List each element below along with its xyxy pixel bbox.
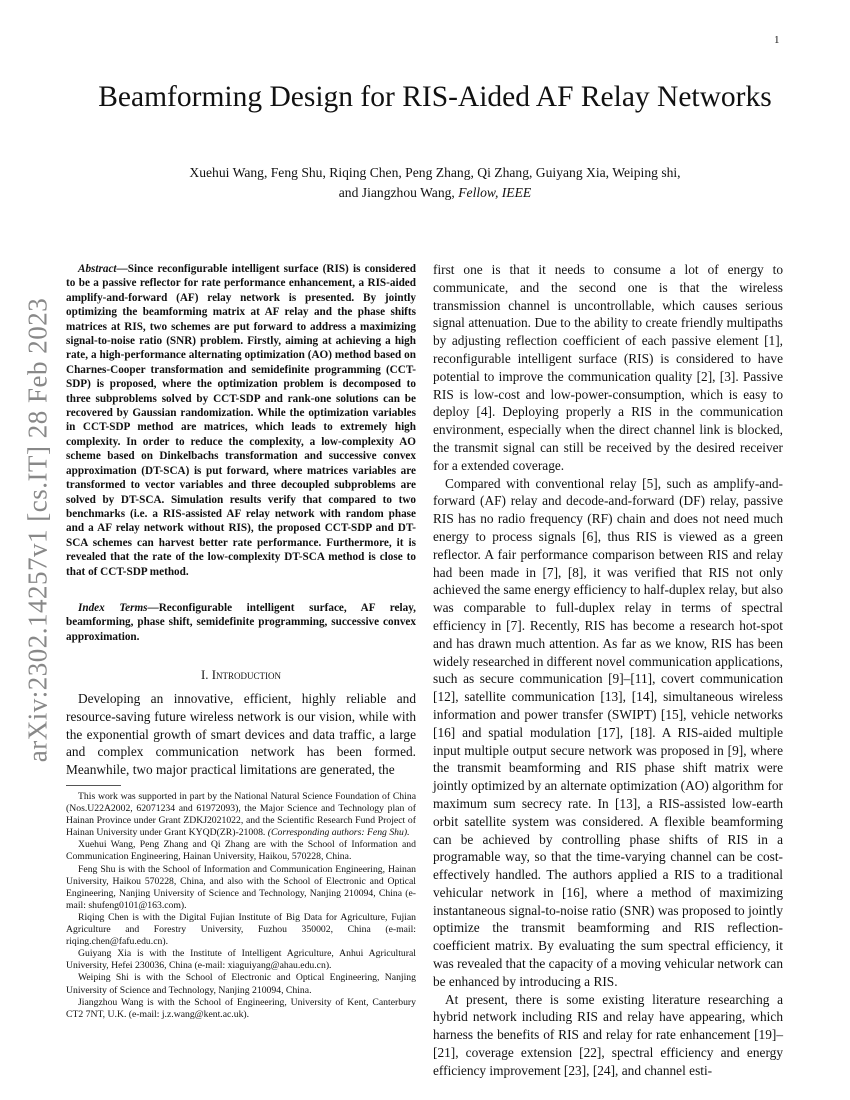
intro-paragraph [66,690,416,779]
section-number: I. [201,668,212,682]
arxiv-stamp [18,290,58,770]
abstract-text: Since reconfigurable intelligent surface (RIS) is considered to be a passive reflector for rate performance enhancement, a RIS-aided amplify-and-forward (AF) relay network is presented. By jointly optimizing the beamforming matrix at AF relay and the phase shifts matrices at RIS, two schemes are put forward to address a maximizing signal-to-noise ratio (SNR) problem. Firstly, aiming at achieving a high rate, a high-performance alternating optimization (AO) method based on Charnes-Cooper transformation and semidefinite programming (CCT-SDP) is proposed, where the optimization problem is decomposed to three subproblems solved by CCT-SDP and rank-one solutions can be recovered by Gaussian randomization. While the optimization variables in CCT-SDP method are matrices, which leads to extremely high complexity. In order to reduce the complexity, a low-complexity AO scheme based on Dinkelbachs transformation and successive convex approximation (DT-SCA) is put forward, where matrices variables are transformed to vector variables and three decoupled subproblems are solved by DT-SCA. Simulation results verify that compared to two benchmarks (i.e. a RIS-assisted AF relay network with random phase and a AF relay network without RIS), the proposed CCT-SDP and DT-SCA schemes can harvest better rate performance. Furthermore, it is revealed that the rate of the low-complexity DT-SCA method is close to that of CCT-SDP method. [66,263,416,578]
abstract-label: Abstract [78,263,117,275]
footnote-rule [66,785,121,786]
footnote-support [66,791,416,839]
paper-title: Beamforming Design for RIS-Aided AF Relay Networks [98,81,772,113]
footnote-affiliation-1: Xuehui Wang, Peng Zhang and Qi Zhang are with the School of Information and Communication Engineering, Hainan University, Haikou, 570228, China. [66,839,416,863]
page-number: 1 [774,34,780,46]
authors-line-2 [80,183,790,203]
index-terms-text: Reconfigurable intelligent surface, AF relay, beamforming, phase shift, semidefinite programming, successive convex approximation. [66,602,416,643]
section-title: Introduction [211,668,281,682]
section-heading-introduction [66,668,416,683]
footnote-affiliation-3: Riqing Chen is with the Digital Fujian Institute of Big Data for Agriculture, Fujian Agriculture and Forestry University, Fuzhou 350002, China (e-mail: riqing.chen@fafu.edu.cn). [66,911,416,948]
authors-line-1: Xuehui Wang, Feng Shu, Riqing Chen, Peng Zhang, Qi Zhang, Guiyang Xia, Weiping shi, [189,165,681,180]
footnotes [66,791,416,1021]
index-terms-label: Index Terms [78,602,148,614]
footnote-affiliation-2: Feng Shu is with the School of Information and Communication Engineering, Hainan University, Haikou 570228, China, and also with the School of Electronic and Optical Engineering, Nanjing University of Science and Technology, Nanjing 210094, China (e-mail: shufeng0101@163.com). [66,863,416,911]
right-paragraph-3: At present, there is some existing literature researching a hybrid network including RIS and relay have appearing, which harness the benefits of RIS and relay for rate enhancement [19]–[21], coverage extension [22], spectral efficiency and energy efficiency improvement [23], [24], and channel esti- [433,991,783,1078]
footnote-corresponding: (Corresponding authors: Feng Shu). [267,827,410,839]
right-paragraph-1: first one is that it needs to consume a lot of energy to communicate, and the second one is that the wireless transmission channel is uncontrollable, which causes serious signal attenuation. Due to the ability to create friendly multipaths by adjusting reflection coefficient of each passive element [1], reconfigurable intelligent surface (RIS) is considered to have potential to improve the communication quality [2], [3]. Passive RIS is low-cost and low-power-consumption, which is easy to deploy [4]. Deploying properly a RIS in the communication environment, especially when the direct channel link is blocked, the transmit signal can still be received by the desired receiver for a extended coverage. [433,262,783,473]
intro-paragraph-text: Developing an innovative, efficient, highly reliable and resource-saving future wireless network is our vision, while with the exponential growth of smart devices and data traffic, a large and complex communication network has been formed. Meanwhile, two major practical limitations are generated, the [66,691,416,778]
footnote-affiliation-4: Guiyang Xia is with the Institute of Intelligent Agriculture, Anhui Agricultural University, Hefei 230036, China (e-mail: xiaguiyang@ahau.edu.cn). [66,948,416,972]
arxiv-stamp-text: arXiv:2302.14257v1 [cs.IT] 28 Feb 2023 [22,297,53,763]
authors-line-2-names: and Jiangzhou Wang, [338,184,459,200]
authors [80,163,790,202]
footnote-affiliation-6: Jiangzhou Wang is with the School of Engineering, University of Kent, Canterbury CT2 7NT, U.K. (e-mail: j.z.wang@kent.ac.uk). [66,996,416,1020]
index-terms: Index Terms—Reconfigurable intelligent surface, AF relay, beamforming, phase shift, semidefinite programming, successive convex approximation. [66,602,416,643]
right-column [433,261,783,1080]
authors-fellow: Fellow, IEEE [458,184,532,200]
footnote-affiliation-5: Weiping Shi is with the School of Electronic and Optical Engineering, Nanjing University of Science and Technology, Nanjing 210094, China. [66,972,416,996]
footnote-support-text: This work was supported in part by the National Natural Science Foundation of China (Nos.U22A2002, 62071234 and 61972093), the Major Science and Technology plan of Hainan Province under Grant ZDKJ2021022, and the Scientific Research Fund Project of Hainan University under Grant KYQD(ZR)-21008. [66,791,416,839]
abstract: Abstract—Since reconfigurable intelligent surface (RIS) is considered to be a passive reflector for rate performance enhancement, a RIS-aided amplify-and-forward (AF) relay network is presented. By jointly optimizing the beamforming matrix at AF relay and the phase shifts matrices at RIS, two schemes are put forward to address a maximizing signal-to-noise ratio (SNR) problem. Firstly, aiming at achieving a high rate, a high-performance alternating optimization (AO) method based on Charnes-Cooper transformation and semidefinite programming (CCT-SDP) is proposed, where the optimization problem is decomposed to three subproblems solved by CCT-SDP and rank-one solutions can be recovered by Gaussian randomization. While the optimization variables in CCT-SDP method are matrices, which leads to extremely high complexity. In order to reduce the complexity, a low-complexity AO scheme based on Dinkelbachs transformation and successive convex approximation (DT-SCA) is put forward, where matrices variables are transformed to vector variables and three decoupled subproblems are solved by DT-SCA. Simulation results verify that compared to two benchmarks (i.e. a RIS-assisted AF relay network with random phase and a AF relay network without RIS), the proposed CCT-SDP and DT-SCA schemes can harvest better rate performance. Furthermore, it is revealed that the rate of the low-complexity DT-SCA method is close to that of CCT-SDP method. [66,263,416,578]
right-paragraph-2: Compared with conventional relay [5], such as amplify-and-forward (AF) relay and decode-and-forward (DF) relay, passive RIS has no radio frequency (RF) chain and does not need much energy to process signals [6], thus RIS is viewed as a green reflector. A fair performance comparison between RIS and relay had been made in [7], [8], it was verified that RIS not only achieved the same energy efficiency to half-duplex relay, but also was comparable to full-duplex relay in terms of spectral efficiency in [7]. Recently, RIS has become a research hot-spot and has drawn much attention. As far as we know, RIS has been widely researched in different novel communication applications, such as secure communication [9]–[11], covert communication [12], satellite communication [13], [14], simultaneous wireless information and power transfer (SWIPT) [15], vehicle networks [16] and spatial modulation [17], [18]. A RIS-aided multiple input multiple output secure network was proposed in [9], where the transmit beamforming and RIS phase shift matrix were jointly optimized by an alternate optimization (AO) algorithm for maximum sum secrecy rate. In [13], a RIS-assisted low-earth orbit satellite system was considered. A flexible beamforming can be achieved by controlling phase shifts of RIS in a programable way, so that the time-varying channel can be cost-effectively handled. The authors applied a RIS to a traditional vehicular network in [16], where a method of maximizing instantaneous signal-to-noise ratio (SNR) was proposed to jointly optimize the transmit beamforming and RIS reflection-coefficient matrix. By evaluating the sum spectral efficiency, it was revealed that the capacity of a moving vehicular network can be enhanced by introducing a RIS. [433,475,783,989]
